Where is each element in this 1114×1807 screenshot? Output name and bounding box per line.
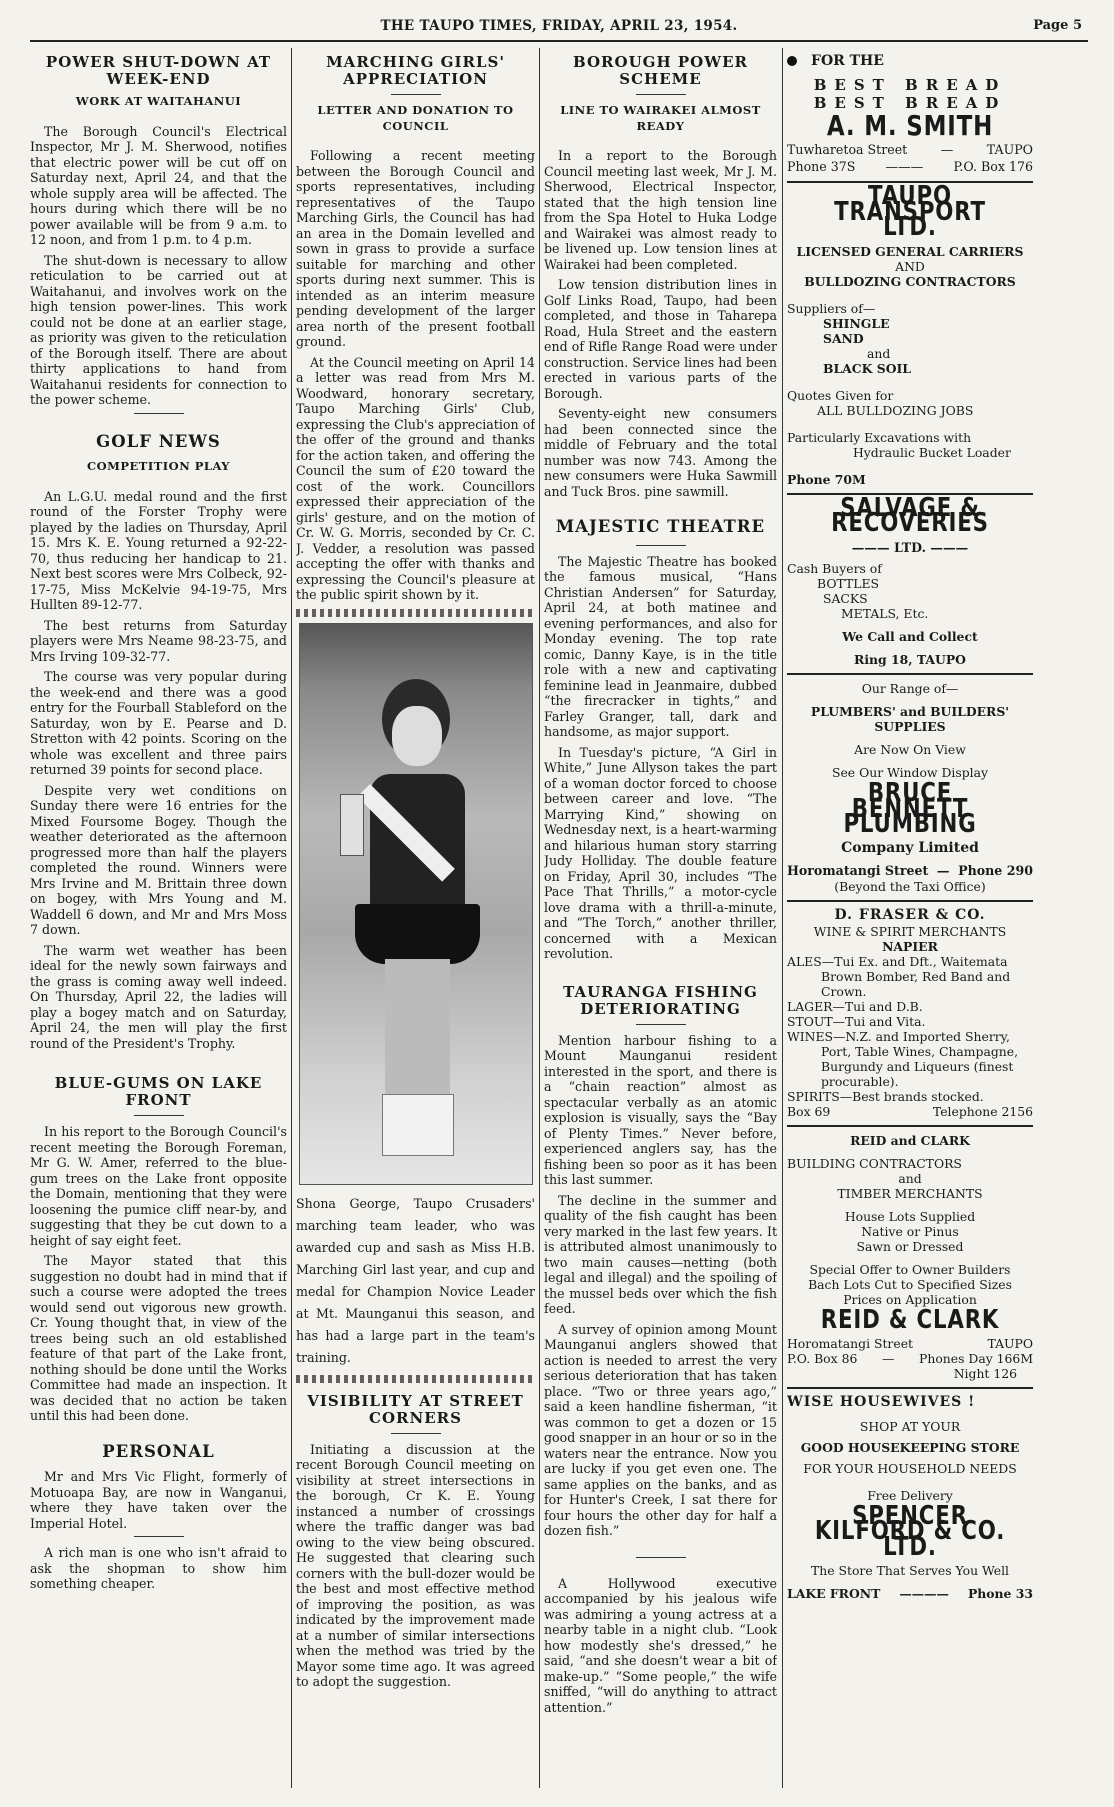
taupo-transport-name: TAUPO TRANSPORT LTD.	[834, 181, 986, 242]
column-rule	[782, 48, 783, 1788]
fraser-item: ALES—Tui Ex. and Dft., Waitemata Brown Bomber, Red Band and Crown.	[787, 953, 1011, 999]
separator	[636, 1024, 686, 1025]
reid-clark-name: REID & CLARK	[820, 1304, 1000, 1335]
fraser-item: WINES—N.Z. and Imported Sherry, Port, Table Wines, Champagne, Burgundy and Liqueurs (finest procurable).	[787, 1028, 1019, 1089]
bennett-line: SUPPLIES	[874, 719, 946, 734]
fraser-line: WINE & SPIRIT MERCHANTS	[813, 923, 1007, 939]
article-paragraph: Seventy-eight new consumers had been connected since the middle of February and the total number was now 743. Among the new consumers were Huka Sawmill and Tuck Bros. pine sawmill.	[544, 406, 777, 499]
salvage-line: Ring 18, TAUPO	[854, 652, 966, 667]
fraser-contact: Box 69 Telephone 2156	[787, 1103, 1033, 1119]
ad-divider	[787, 1125, 1033, 1127]
reid-clark-address: Horomatangi Street TAUPO	[787, 1336, 1033, 1351]
transport-line: LICENSED GENERAL CARRIERS	[796, 243, 1024, 259]
spencer-line: SHOP AT YOUR	[859, 1418, 961, 1434]
bennett-line: Are Now On View	[854, 742, 966, 757]
bennett-line: PLUMBERS' and BUILDERS'	[810, 704, 1010, 719]
reid-clark-line: and	[898, 1170, 922, 1186]
separator	[391, 1433, 441, 1434]
article-paragraph: Despite very wet conditions on Sunday there were 16 entries for the Mixed Foursome Bogey. Though the weather deteriorated as the afternoon progressed more than half the players completed the round. Winners were Mrs Irvine and M. Brittain three down on bogey, with Mrs Young and M. Waddell 6 down, and Mr and Mrs Moss 7 down.	[30, 782, 287, 937]
suppliers-line: Suppliers of—	[787, 300, 876, 316]
suppliers-line: SAND	[823, 330, 864, 346]
excavation-line: Hydraulic Bucket Loader	[853, 444, 1011, 460]
article-paragraph: Following a recent meeting between the Borough Council and sports representatives, including representatives of the Taupo Marching Girls, the Council has had an area in the Domain levelled and sown in grass to provide a surface suitable for marching and other sports during next summer. This is intended as an interim measure pending development of the larger area north of the present football ground.	[296, 148, 535, 349]
reid-clark-line: Special Offer to Owner Builders	[809, 1261, 1011, 1277]
reid-clark-line: House Lots Supplied	[844, 1208, 976, 1224]
ad-divider	[787, 673, 1033, 675]
salvage-ltd: ——— LTD. ———	[851, 539, 969, 555]
salvage-line: We Call and Collect	[842, 629, 978, 644]
bennett-line: Our Range of—	[861, 681, 959, 696]
article-paragraph: Mention harbour fishing to a Mount Maunganui resident interested in the sport, and there is a “chain reaction” almost as spectacular verbally as an atomic explosion is visually, says the “Bay of Plenty Times.” Never before, experienced anglers say, has the fishing been so poor as it has been this last summer.	[544, 1032, 777, 1187]
trophy-cup-icon	[340, 794, 364, 856]
article-paragraph: Initiating a discussion at the recent Borough Council meeting on visibility at street intersections in the borough, Cr K. E. Young instanced a number of crossings where the traffic danger was bad owing to the view being obscured. He suggested that clearing such corners with the bull-dozer would be the best and most effective method of improving the position, as was indicated by the improvement made at a number of similar intersections when the method was tried by the Mayor some time ago. It was agreed to adopt the suggestion.	[296, 1441, 535, 1689]
golf-news-heading: GOLF NEWS	[96, 431, 221, 451]
smith-phone: Phone 37S ——— P.O. Box 176	[787, 159, 1033, 174]
column-2	[296, 52, 535, 1797]
column-3	[544, 52, 777, 1797]
spencer-line: FOR YOUR HOUSEHOLD NEEDS	[803, 1460, 1017, 1476]
am-smith-name: A. M. SMITH	[826, 108, 994, 142]
article-paragraph: The course was very popular during the week-end and there was a good entry for the Fourball Stableford on the Saturday, won by E. Pearse and D. Stretton with 42 points. Scoring on the whole was excellent and three pairs returned 39 points for second place.	[30, 669, 287, 777]
fraser-name: D. FRASER & CO.	[834, 907, 986, 923]
salvage-line: METALS, Etc.	[841, 606, 929, 621]
tauranga-fishing-heading: TAURANGA FISHING DETERIORATING	[563, 982, 758, 1018]
article-paragraph: The best returns from Saturday players were Mrs Neame 98-23-75, and Mrs Irving 109-32-77.	[30, 617, 287, 664]
bennett-name: BRUCE BENNETT PLUMBING	[843, 778, 977, 839]
spencer-line: Free Delivery	[867, 1487, 953, 1503]
fraser-line: NAPIER	[882, 938, 938, 954]
salvage-name: SALVAGE & RECOVERIES	[831, 492, 989, 538]
article-paragraph: In his report to the Borough Council's recent meeting the Borough Foreman, Mr G. W. Amer, referred to the blue-gum trees on the Lake front opposite the Domain, mentioning that they were loosening the pumice cliff near-by, and suggesting that they be cut down to a height of say eight feet.	[30, 1124, 287, 1248]
reid-clark-line: Bach Lots Cut to Specified Sizes	[808, 1276, 1012, 1292]
separator	[391, 94, 441, 95]
column-rule	[539, 48, 540, 1788]
newspaper-title: THE TAUPO TIMES, FRIDAY, APRIL 23, 1954.	[380, 18, 738, 34]
separator	[134, 1115, 184, 1116]
ad-divider	[787, 900, 1033, 902]
article-paragraph: An L.G.U. medal round and the first round of the Forster Trophy were played by the ladies on Thursday, April 15. Mrs K. E. Young returned a 92-22-70, thus reducing her handicap to 21. Next best scores were Mrs Colbeck, 92-17-75, Miss McKelvie 94-19-75, Mrs Hullten 89-12-77.	[30, 488, 287, 612]
article-paragraph: In a report to the Borough Council meeting last week, Mr J. M. Sherwood, Electrical Inspector, stated that the high tension line from the Spa Hotel to Huka Lodge and Wairakei was almost ready to be livened up. Low tension lines at Wairakei had been completed.	[544, 148, 777, 272]
wise-housewives-heading: WISE HOUSEWIVES !	[787, 1394, 976, 1410]
article-paragraph: The Mayor stated that this suggestion no doubt had in mind that if such a course were adopted the trees would send out vigorous new growth. Cr. Young thought that, in view of the trees being such an old established feature of that part of the Lake front, nothing should be done until the Works Committee had made an inspection. It was decided that no action be taken until this had been done.	[30, 1253, 287, 1423]
spencer-kilford-name: SPENCER KILFORD & CO. LTD.	[814, 1500, 1006, 1562]
borough-power-heading: BOROUGH POWER SCHEME	[573, 53, 748, 88]
salvage-line: SACKS	[823, 591, 868, 606]
bennett-line: See Our Window Display	[831, 765, 989, 780]
visibility-heading: VISIBILITY AT STREET CORNERS	[307, 1391, 524, 1427]
article-paragraph: A rich man is one who isn't afraid to ask the shopman to show him something cheaper.	[30, 1545, 287, 1591]
salvage-line: BOTTLES	[817, 576, 880, 591]
bullet-icon	[787, 56, 797, 66]
article-paragraph: Mr and Mrs Vic Flight, formerly of Motuoapa Bay, are now in Wanganui, where they have taken over the Imperial Hotel.	[30, 1469, 287, 1531]
transport-line: BULLDOZING CONTRACTORS	[804, 273, 1016, 289]
quotes-line: ALL BULLDOZING JOBS	[817, 402, 974, 418]
page-number: Page 5	[1033, 18, 1082, 33]
article-paragraph: At the Council meeting on April 14 a letter was read from Mrs M. Woodward, honorary secretary, Taupo Marching Girls' Club, expressing the Club's appreciation of the offer of the ground and thanks for the action taken, and offering the Council the sum of £20 toward the cost of the work. Councillors expressed their appreciation of the girls' gesture, and on the motion of Cr. W. G. Morris, seconded by Cr. C. J. Vedder, a resolution was passed accepting the offer with thanks and expressing the Council's pleasure at the public spirit shown by it.	[296, 354, 535, 602]
borough-power-subheading: LINE TO WAIRAKEI ALMOST READY	[560, 103, 761, 133]
salvage-line: Cash Buyers of	[787, 561, 882, 576]
marching-girl-photo	[299, 623, 533, 1185]
masthead	[30, 18, 1088, 42]
suppliers-line: BLACK SOIL	[823, 360, 911, 376]
best-bread-line: BEST BREAD	[813, 75, 1007, 94]
reid-clark-line: Native or Pinus	[861, 1223, 959, 1239]
best-bread-line: BEST BREAD	[813, 93, 1007, 112]
article-paragraph: A Hollywood executive accompanied by his jealous wife was admiring a young actress at a nearby table in a night club. “Look how modestly she's dressed,” he said, “and she doesn't wear a bit of make-up.” “Some people,” the wife sniffed, “will do anything to attract attention.”	[544, 1575, 777, 1715]
fraser-item: SPIRITS—Best brands stocked.	[787, 1088, 984, 1104]
power-shutdown-subheading: WORK AT WAITAHANUI	[75, 94, 242, 108]
separator	[636, 94, 686, 95]
bennett-address: Horomatangi Street — Phone 290	[787, 863, 1033, 878]
transport-line: AND	[895, 258, 925, 274]
column-rule	[291, 48, 292, 1788]
reid-clark-line: BUILDING CONTRACTORS	[787, 1155, 962, 1171]
bennett-company: Company Limited	[841, 839, 979, 856]
article-paragraph: The decline in the summer and quality of the fish caught has been very marked in the last few years. It is attributed almost unanimously to two main causes—netting (both legal and illegal) and the spoiling of the mussel beds over which the fish feed.	[544, 1192, 777, 1316]
quotes-line: Quotes Given for	[787, 387, 894, 403]
marching-girls-heading: MARCHING GIRLS' APPRECIATION	[326, 53, 505, 88]
golf-subheading: COMPETITION PLAY	[86, 459, 230, 473]
spencer-tagline: The Store That Serves You Well	[810, 1563, 1010, 1578]
article-paragraph: The warm wet weather has been ideal for the newly sown fairways and the grass is coming away well indeed. On Thursday, April 22, the ladies will play a bogey match and on Saturday, April 24, the men will play the first round of the President's Trophy.	[30, 942, 287, 1051]
separator	[134, 413, 184, 414]
majestic-theatre-heading: MAJESTIC THEATRE	[555, 517, 766, 536]
suppliers-line: SHINGLE	[823, 315, 890, 331]
smith-address: Tuwharetoa Street — TAUPO	[787, 142, 1033, 157]
separator	[636, 545, 686, 546]
power-shutdown-heading: POWER SHUT-DOWN AT WEEK-END	[45, 53, 272, 88]
column-1	[30, 52, 287, 1797]
marching-girls-subheading: LETTER AND DONATION TO COUNCIL	[317, 103, 514, 133]
reid-clark-line: TIMBER MERCHANTS	[837, 1185, 983, 1201]
excavation-line: Particularly Excavations with	[787, 429, 972, 445]
separator	[636, 1557, 686, 1558]
article-paragraph: A survey of opinion among Mount Maunganui anglers showed that action is needed to arrest the very serious deterioration that has taken place. “Two or three years ago,” said a keen handline fisherman, “it was common to get a dozen or 15 good snapper in an hour or so in the waters near the entrance. Now you are lucky if you get even one. The same applies on the banks, and as for Hunter's Creek, I sat there for four hours the other day for half a dozen fish.”	[544, 1321, 777, 1538]
fraser-item: LAGER—Tui and D.B.	[787, 998, 923, 1014]
personal-heading: PERSONAL	[102, 1441, 215, 1461]
article-paragraph: In Tuesday's picture, “A Girl in White,” June Allyson takes the part of a woman doctor forced to choose between career and love. “The Marrying Kind,” showing on Wednesday next, is a heart-warming and hilarious human story starring Judy Holliday. The double feature on Friday, April 30, includes “The Pace That Thrills,” a motor-cycle love drama with a thrill-a-minute, and “The Torch,” another thriller, concerned with a Mexican revolution.	[544, 744, 777, 961]
ad-divider	[787, 1387, 1033, 1389]
decorative-border	[296, 609, 535, 617]
reid-clark-line: REID and CLARK	[850, 1132, 970, 1148]
fraser-item: STOUT—Tui and Vita.	[787, 1013, 926, 1029]
spencer-line: GOOD HOUSEKEEPING STORE	[800, 1439, 1020, 1455]
article-paragraph: The Majestic Theatre has booked the famous musical, “Hans Christian Andersen” for Saturday, April 24, at both matinee and evening performances, and also for Monday evening. The top rate comic, Danny Kaye, is in the title role with a new and captivating feminine lead in Jeanmaire, dubbed “the firecracker in tights,” and Farley Granger, tall, dark and handsome, as major support.	[544, 553, 777, 739]
article-paragraph: The shut-down is necessary to allow reticulation to be carried out at Waitahanui, and involves work on the high tension power-lines. This work could not be done at an earlier stage, as priority was given to the reticulation of the Borough itself. There are about thirty applications to hand from Waitahanui residents for connection to the power scheme.	[30, 252, 287, 407]
transport-phone: Phone 70M	[787, 471, 866, 487]
reid-clark-line: Sawn or Dressed	[856, 1238, 964, 1254]
reid-clark-night: Night 126	[953, 1366, 1017, 1381]
bennett-line: (Beyond the Taxi Office)	[834, 879, 986, 894]
spencer-address: LAKE FRONT ———— Phone 33	[787, 1586, 1033, 1601]
suppliers-line: and	[867, 345, 891, 361]
decorative-border	[296, 1375, 535, 1383]
reid-clark-phones: P.O. Box 86 — Phones Day 166M	[787, 1351, 1033, 1366]
article-paragraph: The Borough Council's Electrical Inspector, Mr J. M. Sherwood, notifies that electric power will be cut off on Saturday next, April 24, and that the whole supply area will be affected. The hours during which there will be no power available will be from 9 a.m. to 12 noon, and from 1 p.m. to 4 p.m.	[30, 123, 287, 247]
reid-clark-line: Prices on Application	[843, 1291, 977, 1307]
photo-caption: Shona George, Taupo Crusaders' marching team leader, who was awarded cup and sash as Miss H.B. Marching Girl last year, and cup and medal for Champion Novice Leader at Mt. Maunganui this season, and has had a large part in the team's training.	[296, 1195, 535, 1365]
separator	[134, 1536, 184, 1537]
blue-gums-heading: BLUE-GUMS ON LAKE FRONT	[54, 1074, 263, 1109]
ad-for-the: FOR THE	[787, 54, 1033, 70]
article-paragraph: Low tension distribution lines in Golf Links Road, Taupo, had been completed, and those in Taharepa Road, Hula Street and the eastern end of Rifle Range Road were under construction. Service lines had been erected in various parts of the Borough.	[544, 277, 777, 401]
column-4-ads	[787, 52, 1033, 1797]
